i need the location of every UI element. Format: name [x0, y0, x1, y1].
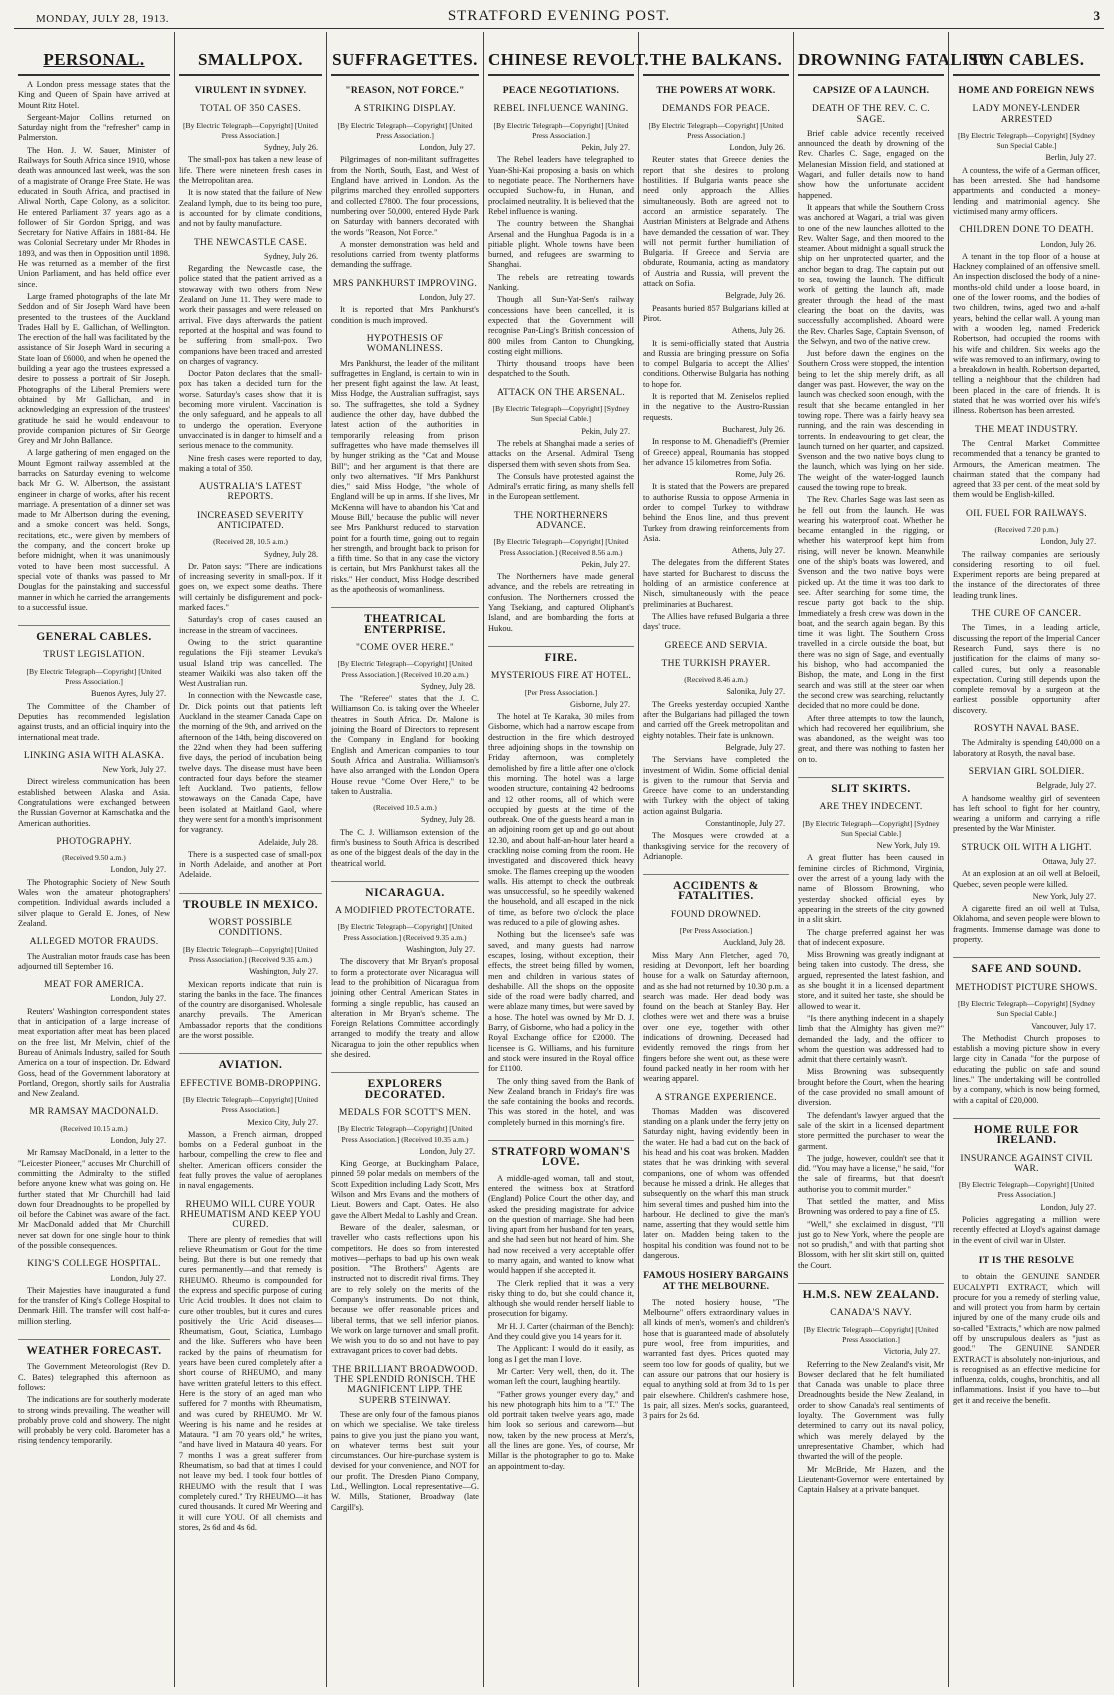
article-paragraph: Direct wireless communication has been established between Alaska and Asia. Congratulations were exchanged between the Russian Governor at Kamschatka and the American authorities.	[18, 777, 170, 828]
article-paragraph: The "Referee" states that the J. C. Williamson Co. is taking over the Wheeler theatres in South Africa. Dr. Malone is joining the Board of Directors to represent the Company in England for booking English and American companies to tour South Africa and Australia. Williamson's have also arranged with the London Opera House revue "Come Over Here," to be taken to Australia.	[331, 694, 479, 796]
article-paragraph: These are only four of the famous pianos on which we specialise. We take tireless pains to give you just the piano you want, on whatever terms best suit your circumstances. Our hire-purchase system is devised for your convenience, and NOT for our profit. The Dresden Piano Company, Ltd., Wellington. Local representative—G. W. Mills, Stationer, Broadway (late Cargill's).	[331, 1409, 479, 1512]
article-paragraph: The discovery that Mr Bryan's proposal to form a protectorate over Nicaragua will lead to the prohibition of Nicaragua from joining other Central American States in forming a single republic, has caused an alteration in Mr Bryan's scheme. The Foreign Relations Committee accordingly arranged to modify the treaty and allow Nicaragua to join the other republics when she desired.	[331, 957, 479, 1060]
article-paragraph: The Consuls have protested against the Admiral's erratic firing, as many shells fell in the European settlement.	[488, 471, 634, 502]
wire-credit: [By Electric Telegraph—Copyright] [Sydney Sun Special Cable.]	[957, 998, 1096, 1019]
issue-date: MONDAY, JULY 28, 1913.	[36, 13, 169, 25]
subheading: ARE THEY INDECENT.	[819, 802, 923, 813]
column-body	[18, 80, 170, 1447]
article-paragraph: Nothing but the licensee's safe was saved, and many guests had narrow escapes, losing, without exception, their effects, the street being filled by women, men and children in various states of deshabille. All the shops on the opposite side of the road were badly charred, and were ablaze many times, but were saved by a hose. The hotel was owned by Mr D. J. Barry, of Gisborne, who had a policy in the Royal Exchange office for £2000. The licensee is G. Williams, and his furniture and stock were insured in the Royal office for £1100.	[488, 930, 634, 1074]
section-headline: HOME AND FOREIGN NEWS	[958, 86, 1095, 96]
article-paragraph: A countess, the wife of a German officer, has been arrested. She had handsome appartments and conducted a money-lending and matrimonial agency. She victimised many army officers.	[953, 165, 1100, 216]
subheading: AUSTRALIA'S LATEST REPORTS.	[199, 482, 302, 503]
column-chinese-revolt	[483, 32, 650, 1687]
dateline: New York, July 27.	[1032, 891, 1096, 901]
subheading: INCREASED SEVERITY ANTICIPATED.	[197, 510, 304, 531]
dateline: Salonika, July 27.	[726, 687, 785, 697]
dateline: Sydney, July 28.	[420, 681, 475, 691]
article-paragraph: The small-pox has taken a new lease of life. There were nineteen fresh cases in the Metropolitan area.	[179, 155, 322, 186]
masthead	[14, 6, 1104, 29]
article-paragraph: It is reported that M. Zeniselos replied in the negative to the Austro-Russian requests.	[643, 392, 789, 422]
story-headline: NICARAGUA.	[331, 881, 479, 898]
article-paragraph: The indications are for southerly moderate to strong winds prevailing. The weather will probably prove cold and showery. The night will probably be very cold. Barometer has a rising tendency temporarily.	[18, 1395, 170, 1446]
dateline: Pekin, July 27.	[581, 143, 630, 153]
story-headline: ACCIDENTS & FATALITIES.	[643, 874, 789, 902]
subheading: LADY MONEY-LENDER ARRESTED	[972, 104, 1081, 125]
subheading: THE CURE OF CANCER.	[971, 609, 1082, 620]
story-headline: THEATRICAL ENTERPRISE.	[331, 607, 479, 635]
section-headline: IT IS THE RESOLVE	[978, 1255, 1075, 1266]
section-headline: "REASON, NOT FORCE."	[345, 86, 465, 96]
article-paragraph: to obtain the GENUINE SANDER EUCALYPTI EXTRACT, which will procure for you a remedy of sterling value, and will protect you from harm by certain injured by one of the many crude oils and so-called "Extracts," which are now palmed off by unscrupulous dealers as "just as good." The GENUINE SANDER EXTRACT is absolutely non-injurious, and is recognised as an effective medicine for influenza, colds, coughs, bronchitis, and all inflammations. Insist if you have to—but get it and receive the benefit.	[953, 1272, 1100, 1405]
article-paragraph: Mr H. J. Carter (chairman of the Bench): And they could give you 14 years for it.	[488, 1321, 634, 1342]
column-heading: CHINESE REVOLT.	[488, 50, 634, 76]
column-body	[798, 86, 944, 1495]
article-paragraph: Referring to the New Zealand's visit, Mr Bowser declared that he felt humiliated that Canada was unable to place three Dreadnoughts beside the New Zealand, in order to show Canada's real sentiments of loyalty. The Government was fully determined to carry out its naval policy, which was merely delayed by the unrepresentative Chamber, which had thwarted the will of the people.	[798, 1359, 944, 1462]
article-paragraph: Brief cable advice recently received announced the death by drowning of the Rev. Charles C. Sage, engaged on the Melanesian Mission field, and stationed at Wagari, and fuller details now to hand show how the unfortunate accident happened.	[798, 128, 944, 200]
subheading: A STRIKING DISPLAY.	[354, 104, 456, 115]
subheading: THE TURKISH PRAYER.	[661, 658, 771, 669]
article-paragraph: Just before dawn the engines on the Southern Cross were stopped, the intention being to let the ship merely drift, as all danger was past. However, the way on the launch was checked soon enough, with the result that she became entangled in her towing rope. There was a fairly heavy sea running, and the rain was descending in torrents. In endeavouring to get clear, the launch turned on her quarter, and capsized. Svenson and the two native boys clung to the launch, which was lying on her side. The weight of the water-logged launch caused the towing rope to break.	[798, 349, 944, 492]
article-paragraph: The Times, in a leading article, discussing the report of the Imperial Cancer Research Fund, says there is no justification for the claims of many so-called cures, but only a reasonable expectation. Curing still depends upon the complete removal by a surgeon at the earliest possible opportunity after discovery.	[953, 623, 1100, 715]
article-paragraph: Saturday's crop of cases caused an increase in the stream of vaccinees.	[179, 615, 322, 635]
article-paragraph: Pilgrimages of non-militant suffragettes from the North, South, East, and West of England have arrived in London. As the pilgrims marched they enrolled supporters and collected £7800. The four processions, numbering over 50,000, entered Hyde Park on Saturday with banners decorated with the words "Reason, Not Force."	[331, 155, 479, 237]
dateline: London, July 27.	[1040, 537, 1096, 547]
dateline: Constantinople, July 27.	[705, 819, 785, 828]
article-paragraph: The Photographic Society of New South Wales won the amateur photographers' competition. Individual awards included a silver plaque to Gerald E. Jones, of New Zealand.	[18, 877, 170, 928]
article-paragraph: A tenant in the top floor of a house at Hackney complained of an offensive smell. An inspection disclosed the body of a nine-months-old child under a loose board, in one of the lower rooms, and the bodies of two children, twins, aged two and a-half years, behind the cellar wall. A young man with a wooden leg, named Frederick Robertson, had occupied the rooms with his wife and children. Six weeks ago the wife was removed to an infirmary, owing to a breakdown in health. Robertson departed, telling a neighbour that the children had been placed in the care of friends. It is stated that he was worried over his wife's illness. Robertson has been arrested.	[953, 251, 1100, 416]
subheading: OIL FUEL FOR RAILWAYS.	[966, 508, 1087, 519]
article-paragraph: Sergeant-Major Collins returned on Saturday night from the "refresher" camp in Palmerston.	[18, 112, 170, 143]
article-paragraph: A large gathering of men engaged on the Mount Egmont railway assembled at the barracks on Saturday evening to welcome back Mr G. W. Albertson, the assistant engineer in charge of works, after his recent marriage. A presentation of a dinner set was made to Mr Albertson during the evening, and a smoke concert was held. Songs, recitations, etc., were given by members of the company, and the concert broke up before midnight, when it was unanimously voted to have been most successful. A special vote of thanks was passed to Mr Douglas for the painstaking and successful manner in which he carried the arrangements to a successful issue.	[18, 448, 170, 612]
article-paragraph: "Well," she exclaimed in disgust, "I'll just go to New York, where the people are not so prudish," and with that parting shot Blossom, with her slit skirt still on, quitted the Court.	[798, 1219, 944, 1270]
dateline: London, July 27.	[110, 865, 166, 875]
columns-container	[14, 32, 1104, 1687]
story-headline: FIRE.	[488, 646, 634, 663]
story-headline: STRATFORD WOMAN'S LOVE.	[488, 1140, 634, 1168]
wire-credit: [By Electric Telegraph—Copyright] [United Press Association.]	[648, 120, 784, 140]
subheading: METHODIST PICTURE SHOWS.	[955, 982, 1098, 993]
dateline: Athens, July 26.	[731, 326, 785, 336]
story-headline: WEATHER FORECAST.	[18, 1339, 170, 1356]
wire-credit: [By Electric Telegraph—Copyright] [United Press Association.]	[26, 666, 162, 687]
article-paragraph: The Methodist Church proposes to establish a moving picture show in every large city in Canada "for the purpose of educating the public on safe and sound lines." The undertaking will be controlled by a company, which is now being formed, with a capital of £20,000.	[953, 1033, 1100, 1105]
dateline: London, July 27.	[1040, 1202, 1096, 1212]
wire-credit: [Per Press Association.]	[524, 687, 598, 697]
dateline: London, July 27.	[110, 994, 166, 1004]
article-paragraph: A London press message states that the King and Queen of Spain have arrived at Mount Ritz Hotel.	[18, 80, 170, 110]
dateline: Sydney, July 26.	[263, 143, 318, 153]
article-paragraph: The Australian motor frauds case has been adjourned till September 16.	[18, 951, 170, 971]
story-headline: SLIT SKIRTS.	[798, 777, 944, 794]
article-paragraph: Nine fresh cases were reported to day, making a total of 350.	[179, 453, 322, 473]
dateline: Sydney, July 28.	[263, 549, 318, 559]
dateline: London, July 27.	[419, 293, 475, 303]
page-number: 3	[1093, 8, 1100, 23]
story-headline: H.M.S. NEW ZEALAND.	[798, 1283, 944, 1300]
wire-credit: [By Electric Telegraph—Copyright] [United Press Association.]	[959, 1180, 1094, 1200]
section-headline: THE POWERS AT WORK.	[656, 86, 776, 96]
article-paragraph: Mr Ramsay MacDonald, in a letter to the "Leicester Pioneer," accuses Mr Churchill of committing the Admiralty to the stifled before anyone knew what was going on. He further stated that Mr Churchill had laid down four Dreadnoughts to be propelled by oil before the Cabinet was aware of the fact. Mr MacDonald added that Mr Churchill never sat down for one single hour to think of the possible consequences.	[18, 1148, 170, 1250]
article-paragraph: The Servians have completed the investment of Widin. Some official denial is given to the rumour that Servia and Greece have come to an understanding with Turkey with the object of taking action against Bulgaria.	[643, 755, 789, 816]
article-paragraph: It is semi-officially stated that Austria and Russia are bringing pressure on Sofia to compel Bulgaria to accept the Allies' conditions. Otherwise Bulgaria has nothing to hope for.	[643, 338, 789, 389]
column-heading: THE BALKANS.	[643, 50, 789, 76]
wire-credit: [By Electric Telegraph—Copyright] [Sydney Sun Special Cable.]	[802, 818, 940, 838]
column-body	[488, 86, 634, 1472]
dateline: London, July 27.	[419, 1146, 475, 1156]
column-drowning-fatality	[793, 32, 998, 1687]
wire-credit: [By Electric Telegraph—Copyright] [Sydney Sun Special Cable.]	[492, 404, 630, 424]
wire-credit: (Received 28, 10.5 a.m.)	[213, 537, 288, 547]
column-body	[643, 86, 789, 1421]
subheading: GREECE AND SERVIA.	[664, 640, 768, 651]
article-paragraph: The country between the Shanghai Arsenal and the Hunghua Pagoda is in a pitiable plight. Whole towns have been burned, and refugees are swarming to Shanghai.	[488, 219, 634, 270]
article-paragraph: Miss Mary Ann Fletcher, aged 70, residing at Devonport, left her boarding house for a walk on Saturday afternoon, and as she had not returned by 10.30 p.m. a search was made. Her dead body was found on the beach at Stanley Bay. Her clothes were wet and there was a bruise over one eye, together with other indications of drowning. Deceased had evidently removed the rings from her fingers before she went out, as these were found packed neatly in her room with her wearing apparel.	[643, 950, 789, 1084]
dateline: Bucharest, July 26.	[722, 424, 785, 434]
subheading: DEMANDS FOR PEACE.	[661, 104, 771, 115]
column-smallpox	[174, 32, 326, 1687]
wire-credit: [By Electric Telegraph—Copyright] [United Press Association.]	[493, 120, 629, 140]
dateline: Rome, July 26.	[735, 470, 785, 480]
subheading: EFFECTIVE BOMB-DROPPING.	[180, 1078, 321, 1089]
dateline: London, July 27.	[110, 1136, 166, 1146]
section-headline: VIRULENT IN SYDNEY.	[194, 86, 307, 96]
article-paragraph: In connection with the Newcastle case, Dr. Dick points out that patients left Auckland in the steamer Canada Cape on the morning of the 9th, and arrived on the afternoon of the 14th, being discovered on the 22nd when they had been suffering five days, the period of incubation being twelve days. The disease must have been contracted four days before the steamer left Auckland. Two patients, fellow stowaways on the Canada Cape, have been isolated at Maitland Gaol, where they were sent for a month's imprisonment for vagrancy.	[179, 691, 322, 835]
article-paragraph: The C. J. Williamson extension of the firm's business to South Africa is described as one of the biggest deals of the day in the theatrical world.	[331, 827, 479, 868]
article-paragraph: Masson, a French airman, dropped bombs on a Federal gunboat in the harbour, compelling the crew to flee and shelter. American officers consider the feat fully proves the value of aeroplanes in naval engagements.	[179, 1129, 322, 1191]
subheading: KING'S COLLEGE HOSPITAL.	[27, 1259, 161, 1270]
article-paragraph: It is stated that the Powers are prepared to authorise Russia to oppose Armenia in order to compel Turkey to withdraw behind the Enos line, and thus prevent Turkey from drawing reinforcements from Asia.	[643, 482, 789, 543]
subheading: FOUND DROWNED.	[670, 909, 762, 920]
column-heading: SUN CABLES.	[953, 50, 1100, 76]
dateline: Belgrade, July 27.	[1036, 781, 1096, 791]
article-paragraph: Doctor Paton declares that the small-pox has taken a decided turn for the worse. Saturday's cases show that it is becoming more virulent. Vaccination is the only safeguard, and he appeals to all to undergo the operation. Everyone unvaccinated is in danger to himself and a serious menace to the community.	[179, 369, 322, 451]
dateline: Washington, July 27.	[406, 945, 475, 955]
wire-credit: [By Electric Telegraph—Copyright] [United Press Association.] (Received 10.35 a.m.)	[337, 1124, 473, 1144]
article-paragraph: That settled the matter, and Miss Browning was ordered to pay a fine of £5.	[798, 1196, 944, 1217]
subheading: REBEL INFLUENCE WANING.	[493, 104, 629, 115]
article-paragraph: The noted hosiery house, "The Melbourne" offers extraordinary values in all kinds of men's, women's and children's hose that is guaranteed made of absolutely pure wool, free from impurities, and warranted fast dyes. Prices quoted may seem too low for goods of quality, but we can assure our patrons that our hosiery is equal to anything sold at from 3d to 1s per pair elsewhere. Children's cashmere hose, 1s pair, all sizes. Men's socks, guaranteed, 3 pairs for 2s 6d.	[643, 1297, 789, 1421]
article-paragraph: Mr Carter: Very well, then, do it. The woman left the court, laughing heartily.	[488, 1366, 634, 1387]
article-paragraph: Owing to the strict quarantine regulations the Fiji steamer Levuka's usual Island trip was cancelled. The steamer Waikiki was also taken off the West Australian run.	[179, 637, 322, 689]
wire-credit: [By Electric Telegraph—Copyright] [United Press Association.]	[337, 120, 473, 140]
article-paragraph: The rebels at Shanghai made a series of attacks on the Arsenal. Admiral Tseng dispersed them with seven shots from Sea.	[488, 438, 634, 469]
dateline: Athens, July 27.	[731, 546, 785, 556]
article-paragraph: A monster demonstration was held and resolutions carried from twenty platforms demanding the suffrage.	[331, 239, 479, 270]
dateline: Adelaide, July 28.	[258, 837, 318, 847]
subheading: THE NORTHERNERS ADVANCE.	[514, 510, 608, 531]
wire-credit: (Received 8.46 a.m.)	[684, 675, 748, 685]
article-paragraph: The judge, however, couldn't see that it did. "You may have a license," he said, "for the sale of firearms, but that doesn't authorise you to commit murder."	[798, 1153, 944, 1194]
dateline: Pekin, July 27.	[581, 426, 630, 436]
subheading: LINKING ASIA WITH ALASKA.	[23, 750, 165, 761]
article-paragraph: Reuter states that Greece denies the report that she desires to prolong hostilities. If Bulgaria wants peace she need only approach the Allies simultaneously. Both are agreed not to accord an armistice separately. The Austrian Ministers at Belgrade and Athens have demanded the cessation of war. They will not permit further humiliation of Bulgaria. If Greece and Servia are obdurate, Roumania, acting as mandatory of Austria and Russia, will prevent the attack on Sofia.	[643, 155, 789, 289]
article-paragraph: The Admiralty is spending £40,000 on a laboratory at Rosyth, the naval base.	[953, 738, 1100, 758]
story-headline: TROUBLE IN MEXICO.	[179, 893, 322, 910]
wire-credit: [By Electric Telegraph—Copyright] [United Press Association.]	[183, 120, 318, 140]
article-paragraph: The Rebel leaders have telegraphed to Yuan-Shi-Kai proposing a basis on which to negotiate peace. The Northerners have occupied Suchow-fu, in Hunan, and proclaimed neutrality. It is believed that the Rebel influence is waning.	[488, 155, 634, 216]
article-paragraph: The defendant's lawyer argued that the sale of the skirt in a licensed department store permitted the purchaser to wear the garment.	[798, 1110, 944, 1151]
column-body	[331, 86, 479, 1513]
wire-credit: [By Electric Telegraph—Copyright] [United Press Association.] (Received 10.20 a.m.)	[337, 659, 473, 679]
article-paragraph: The rebels are retreating towards Nanking.	[488, 272, 634, 293]
dateline: Belgrade, July 26.	[725, 291, 785, 301]
subheading: SERVIAN GIRL SOLDIER.	[968, 766, 1085, 777]
article-paragraph: At an explosion at an oil well at Beloeil, Quebec, seven people were killed.	[953, 869, 1100, 889]
article-paragraph: Regarding the Newcastle case, the police stated that the patient arrived as a stowaway with two others from New Zealand on June 11. They were made to work their passages and were released on arrival. Five days afterwards the patient reported at the hospital and was found to be suffering from small-pox. Two companions have been traced and arrested on charges of vagrancy.	[179, 264, 322, 366]
article-paragraph: A middle-aged woman, tall and stout, entered the witness box at Stratford (England) Police Court the other day, and asked the presiding magistrate for advice on the question of marriage. She had been living apart from her husband for ten years, and she had seen but not heard of him. She had now received a very acceptable offer to marry again, and wanted to know what would happen if she accepted it.	[488, 1173, 634, 1276]
wire-credit: (Received 7.20 p.m.)	[994, 524, 1059, 534]
dateline: Vancouver, July 17.	[1031, 1021, 1096, 1031]
dateline: London, July 26.	[729, 143, 785, 153]
subheading: DEATH OF THE REV. C. C. SAGE.	[812, 104, 930, 125]
article-paragraph: The Rev. Charles Sage was last seen as he fell out from the launch. He was wearing his waterproof coat. Whether he became entangled in the rigging, or whether his waterproof kept him from rising, will never be known. Meanwhile one of the ship's boats was lowered, and Svenson and the two native boys were picked up. At the time it was too dark to see. After searching for some time, the rescue party got back to the ship. Immediately a fresh crew was down in the boat, and the search again began. By this time it was light. The Southern Cross travelled in a circle outside the boat, but there was no sign of Sage, and eventually his bishop, who had accompanied the Bishop, the mate, and Long in the first search and was still at the steer oar when the second crew was searching, reluctantly decided that no more could be done.	[798, 495, 944, 711]
subheading: ALLEGED MOTOR FRAUDS.	[29, 937, 159, 948]
dateline: New York, July 27.	[102, 765, 166, 775]
dateline: Auckland, July 28.	[723, 938, 785, 948]
subheading: TRUST LEGISLATION.	[43, 650, 145, 661]
article-paragraph: The Mosques were crowded at a thanksgiving service for the recovery of Adrianople.	[643, 831, 789, 861]
subheading: MEAT FOR AMERICA.	[44, 980, 144, 991]
article-paragraph: In response to M. Ghenadieff's (Premier of Greece) appeal, Roumania has stopped her advance 15 kilometres from Sofia.	[643, 437, 789, 467]
article-paragraph: After three attempts to tow the launch, which had recovered her equilibrium, she was abandoned, as the weight was too great, and there was nothing to fasten her on to.	[798, 713, 944, 764]
column-heading: DROWNING FATALITY.	[798, 50, 944, 76]
story-headline: HOME RULE FOR IRELAND.	[953, 1118, 1100, 1146]
article-paragraph: Though all Sun-Yat-Sen's railway concessions have been cancelled, it is expected that the Government will recognise Pan-Ling's British concession of 800 miles from Canton to Chungking, costing eight millions.	[488, 295, 634, 356]
article-paragraph: "Father grows younger every day," and his new photograph hits him to a "T." The old portrait taken twelve years ago, made him look so serious and careworn—but now, taken by the new process at Merz's, all the lines are gone. Yes, of course, Mr Millar is the photographer to go to. Make an appointment to-day.	[488, 1389, 634, 1471]
subheading: A MODIFIED PROTECTORATE.	[335, 906, 475, 917]
article-paragraph: It appears that while the Southern Cross was anchored at Wagari, a trial was given to one of the new launches allotted to the Rev. Walter Sage, and then moored to the steamer. About midnight a squall struck the ship on her unprotected quarter, and the anchor began to drag. The captain put out to sea, towing the launch. The difficult work of getting the launch aft, made greater through the head of the mast clearing the boat on the davits, was successfully accomplished. Aboard were the Rev. Charles Sage, Captain Svenson, of the Selwyn, and two of the native crew.	[798, 202, 944, 346]
section-headline: FAMOUS HOSIERY BARGAINS AT THE MELBOURNE.	[643, 1271, 789, 1292]
article-paragraph: A great flutter has been caused in feminine circles of Richmond, Virginia, over the arrest of a young lady with the name of Blossom Browning, who yesterday shocked official eyes by appearing in the streets of the city gowned in a slit skirt.	[798, 853, 944, 925]
subheading: A STRANGE EXPERIENCE.	[655, 1092, 777, 1103]
wire-credit: [Per Press Association.]	[679, 926, 753, 936]
article-paragraph: The charge preferred against her was that of indecent exposure.	[798, 927, 944, 947]
wire-credit: [By Electric Telegraph—Copyright] [United Press Association.] (Received 9.35 a.m.)	[337, 922, 473, 942]
dateline: Berlin, July 27.	[1045, 153, 1096, 163]
wire-credit: [By Electric Telegraph—Copyright] [United Press Association.]	[183, 1094, 318, 1115]
wire-credit: (Received 10.5 a.m.)	[373, 803, 437, 813]
subheading: WORST POSSIBLE CONDITIONS.	[208, 918, 293, 939]
dateline: Belgrade, July 27.	[725, 742, 785, 752]
subheading: TOTAL OF 350 CASES.	[199, 104, 301, 115]
article-paragraph: Peasants buried 857 Bulgarians killed at Pirot.	[643, 303, 789, 323]
article-paragraph: The Allies have refused Bulgaria a three days' truce.	[643, 611, 789, 632]
subheading: CANADA'S NAVY.	[830, 1308, 912, 1319]
subheading: PHOTOGRAPHY.	[56, 836, 132, 847]
subheading: THE MEAT INDUSTRY.	[975, 424, 1078, 435]
wire-credit: [By Electric Telegraph—Copyright] [Sydney Sun Special Cable.]	[957, 130, 1096, 151]
article-paragraph: "Is there anything indecent in a shapely limb that the Almighty has given me?" demanded the lady, and the officer to whom the question was addressed had to admit that there certainly wasn't.	[798, 1013, 944, 1065]
subheading: MYSTERIOUS FIRE AT HOTEL.	[490, 671, 632, 682]
subheading: THE NEWCASTLE CASE.	[193, 237, 308, 248]
story-headline: EXPLORERS DECORATED.	[331, 1072, 479, 1100]
article-paragraph: Mrs Pankhurst, the leader of the militant suffragettes in England, is certain to win in her present fight against the law. At least, Miss Hodge, the Australian suffragist, says so. The suffragettes, she told a Sydney audience the other day, have dubbed the latest action of the authorities in temporarily releasing from prison suffragettes who have made themselves ill by hunger striking as the "Cat and Mouse Bill"; and her argument is that there are only two alternatives. "If Mrs Pankhurst dies," said Miss Hodge, "the whole of England will be up in arms. If she lives, Mr McKenna will have to abandon his 'Cat and Mouse Bill,' because the public will never see Mrs Pankhurst reduced to starvation point for a fourth time, going out to regain her strength, and brought back to prison for a fifth time. So that in any case the victory is certain, but Mrs Pankhurst takes all the risks." Her conduct, Miss Hodge described as the apotheosis of womanliness.	[331, 358, 479, 595]
subheading: ROSYTH NAVAL BASE.	[973, 724, 1080, 735]
dateline: London, July 27.	[110, 1273, 166, 1283]
article-paragraph: There are plenty of remedies that will relieve Rheumatism or Gout for the time being. But there is but one remedy that cures permanently—and that remedy is RHEUMO. Rheumo is compounded for the express and specific purpose of curing Uric Acid troubles. It does not claim to cure other troubles, but it cures and cures positively the Uric Acid diseases—Rheumatism, Gout, Sciatica, Lumbago and the like. Sufferers who have been racked by the pains of rheumatism for years have been cured completely after a short course of RHEUMO, and many have written grateful letters to this effect. Here is the story of an aged man who suffered for 7 months with Rheumatism, and was cured by RHEUMO. Mr W. Weering is his name and he resides at Mataura. "I am 70 years old," he writes, "and have lived in Mataura 40 years. For 7 months I was a great sufferer from Rheumatism, so bad that at times I could not leave my bed. I took four bottles of RHEUMO with the result that I was completely cured." Try RHEUMO—it has cured thousands. It cured Mr Weering and it will cure YOU. Of all chemists and stores, 2s 6d and 4s 6d.	[179, 1234, 322, 1532]
dateline: New York, July 19.	[876, 841, 940, 851]
article-paragraph: King George, at Buckingham Palace, pinned 59 polar medals on members of the Scott Expedition including Lady Scott, Mrs Wilson and Mrs Evans and the mothers of Lieut. Bowers and Capt. Oates. He also gave the Albert Medal to Lashly and Crean.	[331, 1159, 479, 1220]
story-headline: AVIATION.	[179, 1053, 322, 1070]
column-heading: PERSONAL.	[18, 50, 170, 76]
column-body	[953, 86, 1100, 1406]
dateline: Victoria, July 27.	[883, 1347, 940, 1357]
subheading: ATTACK ON THE ARSENAL.	[496, 387, 626, 398]
article-paragraph: A cigarette fired an oil well at Tulsa, Oklahoma, and seven people were blown to fragments. Immense damage was done to property.	[953, 904, 1100, 945]
article-paragraph: It is reported that Mrs Pankhurst's condition is much improved.	[331, 305, 479, 325]
column-heading: SMALLPOX.	[179, 50, 322, 76]
column-balkans	[638, 32, 793, 1687]
section-headline: PEACE NEGOTIATIONS.	[502, 86, 620, 96]
subheading: RHEUMO WILL CURE YOUR RHEUMATISM AND KEEP YOU CURED.	[180, 1199, 321, 1231]
column-heading: SUFFRAGETTES.	[331, 50, 479, 76]
article-paragraph: There is a suspected case of small-pox in North Adelaide, and another at Port Adelaide.	[179, 849, 322, 880]
article-paragraph: Thomas Madden was discovered standing on a plank under the ferry jetty on Saturday night, having evidently been in the water. He had a bad cut on the back of his head and his coat was broken. Madden states that he was drinking with several companions, one of whom was offended because he missed a drink. He alleges that subsequently on the wharf this man struck him several times and pushed him into the harbour. He declined to give the man's name, asserting that they would settle him later on. Madden being taken to the hospital his condition was found not to be dangerous.	[643, 1106, 789, 1260]
article-paragraph: Dr. Paton says: "There are indications of increasing severity in small-pox. If it goes on, we expect some deaths. There will certainly be disfigurement and pock-marked faces."	[179, 561, 322, 613]
newspaper-title: STRATFORD EVENING POST.	[447, 8, 671, 24]
wire-credit: [By Electric Telegraph—Copyright] [United Press Association.] (Received 9.35 a.m.)	[183, 944, 318, 964]
article-paragraph: The only thing saved from the Bank of New Zealand branch in Friday's fire was the safe containing the books and records. This was stored in the hotel, and was completely burned in this morning's fire.	[488, 1076, 634, 1127]
dateline: Ottawa, July 27.	[1042, 857, 1096, 866]
article-paragraph: The Greeks yesterday occupied Xanthe after the Bulgarians had pillaged the town and carried off the Greek metropolitan and eighty notables. Their fate is unknown.	[643, 699, 789, 740]
subheading: STRUCK OIL WITH A LIGHT.	[961, 842, 1092, 853]
article-paragraph: Reuters' Washington correspondent states that in anticipation of a large increase of meat exportation after meat has been placed on the free list, Mr Melvin, chief of the Bureau of Animals Industry, sailed for South America on a tour of inspection. Dr. Edward Goss, head of the Government laboratory at Portland, Oregon, shortly sails for Australia and New Zealand.	[18, 1006, 170, 1099]
subheading: MEDALS FOR SCOTT'S MEN.	[338, 1107, 472, 1118]
dateline: Washington, July 27.	[249, 967, 318, 977]
story-headline: GENERAL CABLES.	[18, 625, 170, 642]
column-body	[179, 86, 322, 1533]
subheading: HYPOTHESIS OF WOMANLINESS.	[366, 333, 444, 355]
subheading: THE BRILLIANT BROADWOOD. THE SPLENDID RONISCH. THE MAGNIFICENT LIPP. THE SUPERB STEINWAY.	[332, 1364, 478, 1406]
subheading: "COME OVER HERE."	[355, 642, 455, 653]
subheading: MRS PANKHURST IMPROVING.	[332, 278, 478, 289]
article-paragraph: Their Majesties have inaugurated a fund for the transfer of King's College Hospital to Denmark Hill. The transfer will cost half-a-million sterling.	[18, 1285, 170, 1326]
article-paragraph: A handsome wealthy girl of seventeen has left school to fight for her country, wearing a uniform and carrying a rifle presented by the War Minister.	[953, 793, 1100, 834]
wire-credit: (Received 10.15 a.m.)	[60, 1123, 128, 1133]
article-paragraph: The Committee of the Chamber of Deputies has recommended legislation against trusts, and an official inquiry into the international meat trade.	[18, 701, 170, 742]
article-paragraph: The Applicant: I would do it easily, as long as I get the man I love.	[488, 1344, 634, 1364]
section-headline: CAPSIZE OF A LAUNCH.	[812, 86, 930, 96]
dateline: Mexico City, July 27.	[247, 1117, 318, 1127]
article-paragraph: Beware of the dealer, salesman, or traveller who casts reflections upon his competitors. He does so from interested motives—perhaps to bad up his own weak position. "The Brothers" Agents are instructed not to discredit rival firms. They are to rely solely on the merits of the Company's instruments. Do not think, because we offer reasonable prices and liberal terms, that we sell inferior pianos. We work on large turnover and small profit. We wish you to do so and not have to pay extravagant prices to cover bad debts.	[331, 1222, 479, 1356]
article-paragraph: The Central Market Committee recommended that a tenancy be granted to Armours, the American meatmen. The chairman stated that the company had agreed that 33 per cent. of the meat sold by them would be English-killed.	[953, 438, 1100, 500]
dateline: Buenos Ayres, July 27.	[91, 689, 166, 699]
article-paragraph: Large framed photographs of the late Mr Seddon and of Sir Joseph Ward have been presented to the trustees of the Auckland Trades Hall by E. Gallichan, of Wellington. The erection of the hall was facilitated by the assistance of Sir Joseph Ward in securing a State loan of £6000, and when he opened the building a year ago the trustees expressed a desire to possess a portrait of Sir Joseph. Photographs of the Liberal Premiers were obtained by Mr Gallichan, and in acknowledging an expression of the trustees' gratitude he said he would endeavour to provide companion pictures of Sir George Grey and Mr John Ballance.	[18, 291, 170, 446]
article-paragraph: The delegates from the different States have started for Bucharest to discuss the holding of an armistice conference at Nisch, simultaneously with the peace preliminaries at Bucharest.	[643, 558, 789, 609]
subheading: CHILDREN DONE TO DEATH.	[959, 225, 1094, 236]
wire-credit: [By Electric Telegraph—Copyright] [United Press Association.] (Received 8.56 a.m.)	[493, 537, 629, 557]
article-paragraph: Policies aggregating a million were recently effected at Lloyd's against damage in the event of civil war in Ulster.	[953, 1215, 1100, 1245]
article-paragraph: The hotel at Te Karaka, 30 miles from Gisborne, which had a narrow escape from destruction in the fire which destroyed three adjoining shops in the township on Friday afternoon, was completely demolished by fire a little after one o'clock this morning. The hotel was a large wooden structure, containing 42 bedrooms and 12 other rooms, all of which were occupied by guests at the time of the outbreak. One of the guests heard a man in an adjoining room get up and go out about 12.30, and about half-an-hour later heard a crackling noise coming from the room. He investigated and discovered thick heavy smoke. The flames creeping up the wooden walls. His attempt to check the outbreak was unsuccessful, so he speedily wakened the household, and all escaped in the nick of time, as before two o'clock the place was reduced to a pile of glowing ashes.	[488, 712, 634, 928]
story-headline: SAFE AND SOUND.	[953, 957, 1100, 974]
dateline: London, July 26.	[1040, 239, 1096, 249]
article-paragraph: The Government Meteorologist (Rev D. C. Bates) telegraphed this afternoon as follows:	[18, 1362, 170, 1392]
article-paragraph: The Hon. J. W. Sauer, Minister of Railways for South Africa since 1910, whose death was announced last week, was the son of a magistrate of Orange Free State. He was educated in South Africa, and practised in Aliwal North, Cape Colony, as a solicitor. He entered Parliament 37 years ago as a follower of Sir Gordon Sprigg, and was Secretary for Native Affairs in 1881-84. He was Colonial Secretary under Mr Rhodes in 1893, and was then in Opposition until 1898. He was returned as a member of the first Union Parliament, and has held office ever since.	[18, 145, 170, 289]
dateline: Sydney, July 28.	[420, 815, 475, 825]
article-paragraph: The railway companies are seriously considering resorting to oil fuel. Experiment reports are being prepared at the instance of the directorates of three leading trunk lines.	[953, 549, 1100, 600]
article-paragraph: The Clerk replied that it was a very risky thing to do, but she could chance it, although she would render herself liable to prosecution for bigamy.	[488, 1278, 634, 1319]
article-paragraph: Mr McBride, Mr Hazen, and the Lieutenant-Governor were entertained by Captain Halsey at a private banquet.	[798, 1464, 944, 1495]
dateline: Pekin, July 27.	[581, 559, 630, 569]
column-suffragettes	[326, 32, 483, 1687]
article-paragraph: Miss Browning was greatly indignant at being taken into custody. The dress, she argued, represented the latest fashion, and as she bought it in a licensed department store, and it suited her taste, she should be allowed to wear it.	[798, 950, 944, 1011]
wire-credit: [By Electric Telegraph—Copyright] [United Press Association.]	[803, 1324, 939, 1344]
subheading: INSURANCE AGAINST CIVIL WAR.	[960, 1153, 1093, 1174]
dateline: Sydney, July 26.	[263, 251, 318, 261]
dateline: London, July 27.	[419, 143, 475, 153]
column-sun-cables	[948, 32, 1104, 1687]
article-paragraph: The Northerners have made general advance, and the rebels are retreating in confusion. The Northerners crossed the Yang Tsekiang, and captured Oliphant's Island, and are bombarding the forts at Hukou.	[488, 572, 634, 633]
article-paragraph: Thirty thousand troops have been despatched to the South.	[488, 359, 634, 379]
wire-credit: (Received 9.50 a.m.)	[62, 853, 126, 863]
dateline: Gisborne, July 27.	[569, 699, 630, 709]
subheading: MR RAMSAY MACDONALD.	[29, 1107, 159, 1118]
article-paragraph: Mexican reports indicate that ruin is staring the banks in the face. The finances of the country are disorganised. Wholesale anarchy prevails. The American Ambassador reports that the conditions are the worst possible.	[179, 979, 322, 1041]
article-paragraph: It is now stated that the failure of New Zealand lymph, due to its being too pure, is accounted for by climate conditions, and not by faulty manufacture.	[179, 188, 322, 229]
article-paragraph: Miss Browning was subsequently brought before the Court, when the hearing of the case provided no small amount of diversion.	[798, 1067, 944, 1108]
column-personal	[14, 32, 174, 1687]
